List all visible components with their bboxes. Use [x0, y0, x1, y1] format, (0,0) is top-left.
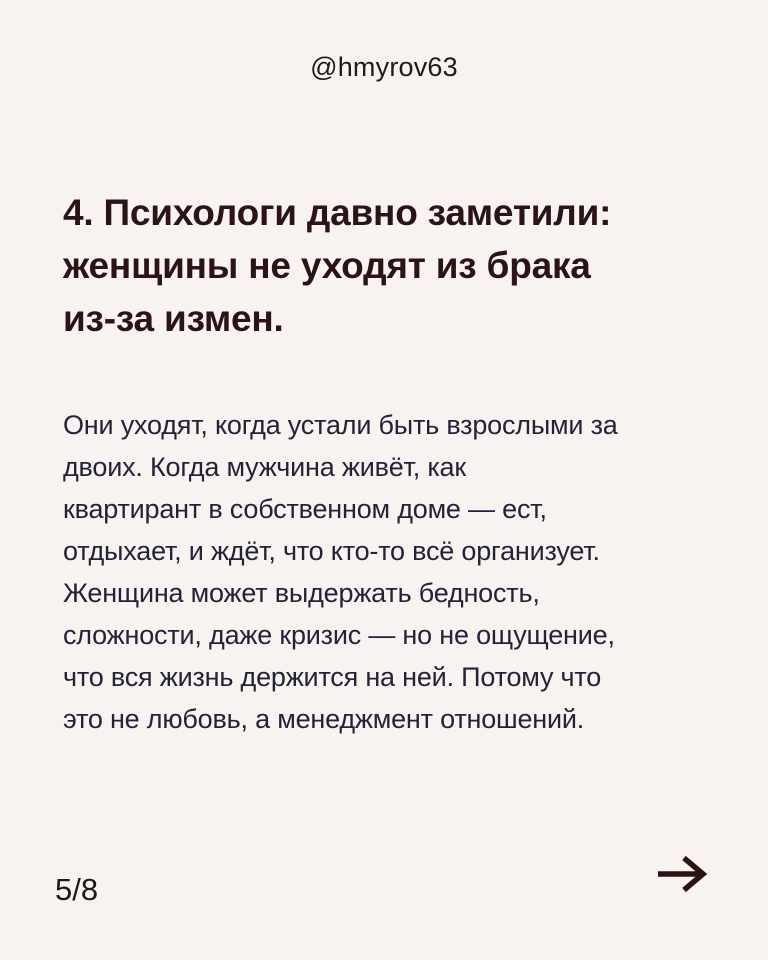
slide-title: 4. Психологи давно заметили: женщины не уходят из брака из-за измен.: [63, 192, 612, 339]
next-slide-button[interactable]: [654, 852, 712, 896]
page-indicator: 5/8: [55, 872, 99, 907]
arrow-right-icon: [655, 854, 711, 894]
slide-body-text: Они уходят, когда устали быть взрослыми за двоих. Когда мужчина живёт, как квартирант в собственном доме — ест, отдыхает, и ждёт, что кто-то всё организует. Женщина может выдержать бедность, сложности, даже кризис — но не ощущение, что вся жизнь держится на ней. Потому что это не любовь, а менеджмент отношений.: [63, 410, 618, 734]
account-handle: @hmyrov63: [310, 52, 458, 82]
